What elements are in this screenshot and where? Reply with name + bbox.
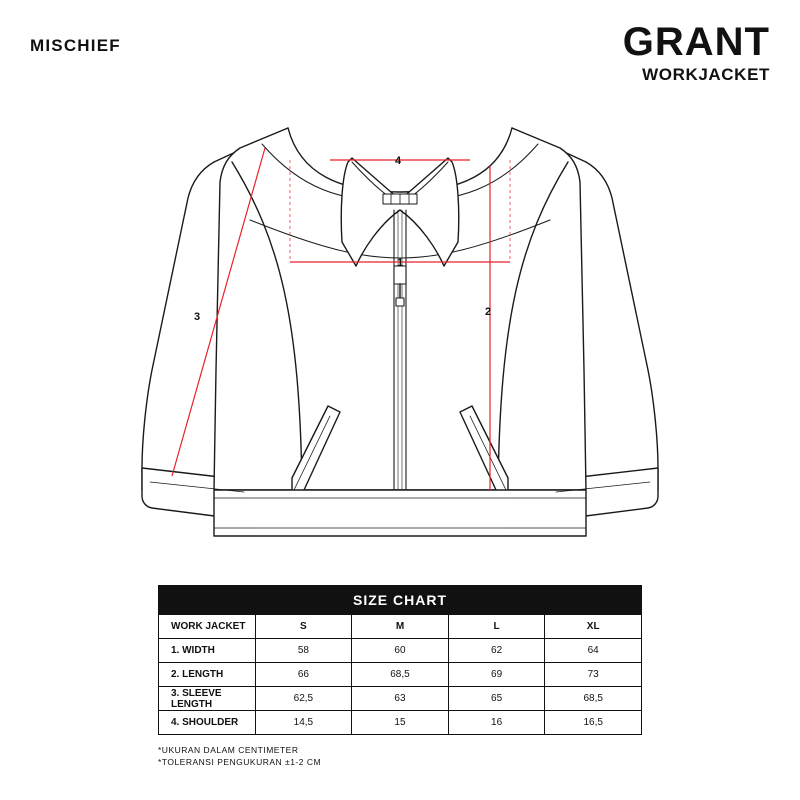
cell-sleeve-xl: 68,5 <box>545 687 642 711</box>
cell-width-m: 60 <box>352 639 449 663</box>
cell-width-xl: 64 <box>545 639 642 663</box>
jacket-technical-drawing <box>0 70 800 570</box>
row-label-width: 1. WIDTH <box>159 639 256 663</box>
row-label-length: 2. LENGTH <box>159 663 256 687</box>
size-chart-title: SIZE CHART <box>159 586 642 615</box>
column-header-m: M <box>352 615 449 639</box>
cell-shoulder-xl: 16,5 <box>545 711 642 735</box>
cell-shoulder-m: 15 <box>352 711 449 735</box>
product-name: GRANT <box>622 20 770 64</box>
cell-length-m: 68,5 <box>352 663 449 687</box>
measurement-notes <box>158 744 321 769</box>
size-chart-header-row <box>159 615 642 639</box>
cell-width-s: 58 <box>255 639 352 663</box>
row-label-shoulder: 4. SHOULDER <box>159 711 256 735</box>
cell-sleeve-l: 65 <box>448 687 545 711</box>
column-header-category: WORK JACKET <box>159 615 256 639</box>
cell-length-s: 66 <box>255 663 352 687</box>
cell-length-l: 69 <box>448 663 545 687</box>
table-row <box>159 663 642 687</box>
table-row <box>159 711 642 735</box>
cell-shoulder-s: 14,5 <box>255 711 352 735</box>
size-chart-title-row <box>159 586 642 615</box>
measure-label-1: 1 <box>397 257 404 269</box>
brand-logo: MISCHIEF <box>30 36 121 55</box>
product-type: WORKJACKET <box>642 65 770 84</box>
size-chart-table <box>158 585 642 735</box>
column-header-l: L <box>448 615 545 639</box>
cell-width-l: 62 <box>448 639 545 663</box>
measure-label-3: 3 <box>194 311 201 323</box>
cell-sleeve-s: 62,5 <box>255 687 352 711</box>
note-tolerance: *TOLERANSI PENGUKURAN ±1-2 CM <box>158 757 322 768</box>
table-row <box>159 639 642 663</box>
column-header-xl: XL <box>545 615 642 639</box>
cell-shoulder-l: 16 <box>448 711 545 735</box>
note-unit: *UKURAN DALAM CENTIMETER <box>158 745 299 755</box>
cell-sleeve-m: 63 <box>352 687 449 711</box>
column-header-s: S <box>255 615 352 639</box>
cell-length-xl: 73 <box>545 663 642 687</box>
measure-label-4: 4 <box>395 155 402 167</box>
measure-label-2: 2 <box>485 306 492 318</box>
row-label-sleeve-length: 3. SLEEVE LENGTH <box>159 687 256 711</box>
table-row <box>159 687 642 711</box>
